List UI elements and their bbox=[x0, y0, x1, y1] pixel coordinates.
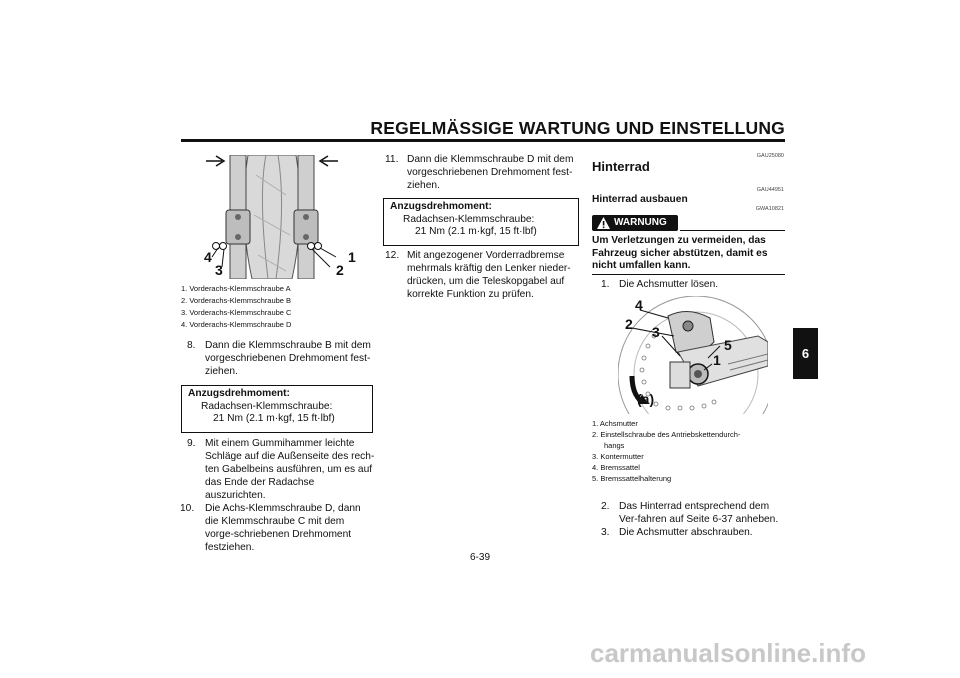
legend-item: hangs bbox=[604, 441, 625, 450]
legend-item: 1. Achsmutter bbox=[592, 419, 638, 428]
fig2-label-5: 5 bbox=[724, 337, 732, 353]
fig1-label-2: 2 bbox=[336, 262, 344, 278]
legend-item: 2. Einstellschraube des Antriebskettendurch- bbox=[592, 430, 741, 439]
code-gwa10821: GWA10821 bbox=[755, 206, 784, 212]
page-number: 6-39 bbox=[469, 552, 490, 563]
fig2-label-1: 1 bbox=[713, 352, 721, 368]
page-title: REGELMÄSSIGE WARTUNG UND EINSTELLUNG bbox=[370, 118, 785, 138]
legend-item: 3. Kontermutter bbox=[592, 452, 644, 461]
step-number: 12. bbox=[385, 250, 400, 261]
step-text: Dann die Klemmschraube D mit dem vorgeschriebenen Drehmoment fest-ziehen. bbox=[407, 154, 574, 191]
fig2-label-3: 3 bbox=[652, 324, 660, 340]
step-text: Die Achsmutter abschrauben. bbox=[619, 527, 753, 538]
torque-heading: Anzugsdrehmoment: bbox=[390, 201, 492, 212]
warning-text: Um Verletzungen zu vermeiden, das Fahrzeug sicher abstützen, damit es nicht umfallen kann. bbox=[592, 235, 768, 271]
steps-9-10 bbox=[180, 437, 375, 554]
legend-item: 2. Vorderachs-Klemmschraube B bbox=[181, 296, 292, 305]
warning-rule bbox=[680, 230, 785, 231]
chapter-tab: 6 bbox=[793, 328, 818, 379]
step-text: Die Achs-Klemmschraube D, dann die Klemmschraube C mit dem vorge-schriebenen Drehmoment festziehen. bbox=[205, 503, 361, 553]
step-number: 11. bbox=[385, 154, 399, 165]
step-number: 1. bbox=[601, 279, 610, 290]
step-number: 10. bbox=[180, 503, 195, 514]
torque-item: Radachsen-Klemmschraube: bbox=[201, 400, 333, 412]
legend-item: 1. Vorderachs-Klemmschraube A bbox=[181, 284, 291, 293]
section-heading: Hinterrad bbox=[592, 159, 650, 174]
step-12 bbox=[385, 249, 577, 301]
step-1 bbox=[601, 278, 786, 291]
step-text: Mit einem Gummihammer leichte Schläge auf die Außenseite des rech-ten Gabelbeins ausführen, um es auf das Ende der Radachse auszurichten. bbox=[205, 438, 375, 501]
step-number: 3. bbox=[601, 527, 610, 538]
torque-value: 21 Nm (2.1 m·kgf, 15 ft·lbf) bbox=[415, 226, 537, 237]
warning-bottom-rule bbox=[592, 274, 785, 275]
step-text: Das Hinterrad entsprechend dem Ver-fahren auf Seite 6-37 anheben. bbox=[619, 501, 779, 525]
fig1-label-3: 3 bbox=[215, 262, 223, 278]
legend-item: 5. Bremssattelhalterung bbox=[592, 474, 672, 483]
fig1-label-1: 1 bbox=[348, 249, 356, 265]
legend-item: 4. Vorderachs-Klemmschraube D bbox=[181, 320, 292, 329]
step-8 bbox=[187, 339, 375, 378]
fig2-label-a: (a) bbox=[637, 391, 655, 407]
step-text: Mit angezogener Vorderradbremse mehrmals kräftig den Lenker nieder-drücken, um die Teleskopgabel auf korrekte Funktion zu prüfen. bbox=[407, 250, 571, 300]
title-rule bbox=[181, 139, 785, 142]
step-number: 2. bbox=[601, 501, 610, 512]
warning-label: WARNUNG bbox=[614, 217, 667, 228]
fig1-label-4: 4 bbox=[204, 249, 212, 265]
legend-item: 3. Vorderachs-Klemmschraube C bbox=[181, 308, 292, 317]
torque-box-1 bbox=[181, 385, 373, 433]
torque-box-2 bbox=[383, 198, 579, 246]
torque-heading: Anzugsdrehmoment: bbox=[188, 388, 290, 399]
legend-item: 4. Bremssattel bbox=[592, 463, 640, 472]
fig2-label-2: 2 bbox=[625, 316, 633, 332]
warning-triangle-icon bbox=[596, 216, 611, 230]
torque-value: 21 Nm (2.1 m·kgf, 15 ft·lbf) bbox=[213, 413, 335, 424]
code-gau44951: GAU44951 bbox=[756, 187, 784, 193]
step-text: Die Achsmutter lösen. bbox=[619, 279, 719, 290]
steps-2-3 bbox=[601, 500, 786, 539]
warning-badge bbox=[592, 215, 678, 231]
fig1-legend bbox=[181, 283, 371, 331]
subheading: Hinterrad ausbauen bbox=[592, 194, 688, 205]
watermark: carmanualsonline.info bbox=[590, 638, 866, 668]
step-number: 8. bbox=[187, 340, 196, 351]
fig2-legend bbox=[592, 418, 784, 484]
step-text: Dann die Klemmschraube B mit dem vorgeschriebenen Drehmoment fest-ziehen. bbox=[205, 340, 371, 377]
code-gau25080: GAU25080 bbox=[756, 153, 784, 159]
step-11 bbox=[385, 153, 577, 192]
torque-item: Radachsen-Klemmschraube: bbox=[403, 213, 535, 225]
step-number: 9. bbox=[187, 438, 196, 449]
fig2-label-4: 4 bbox=[635, 297, 643, 313]
